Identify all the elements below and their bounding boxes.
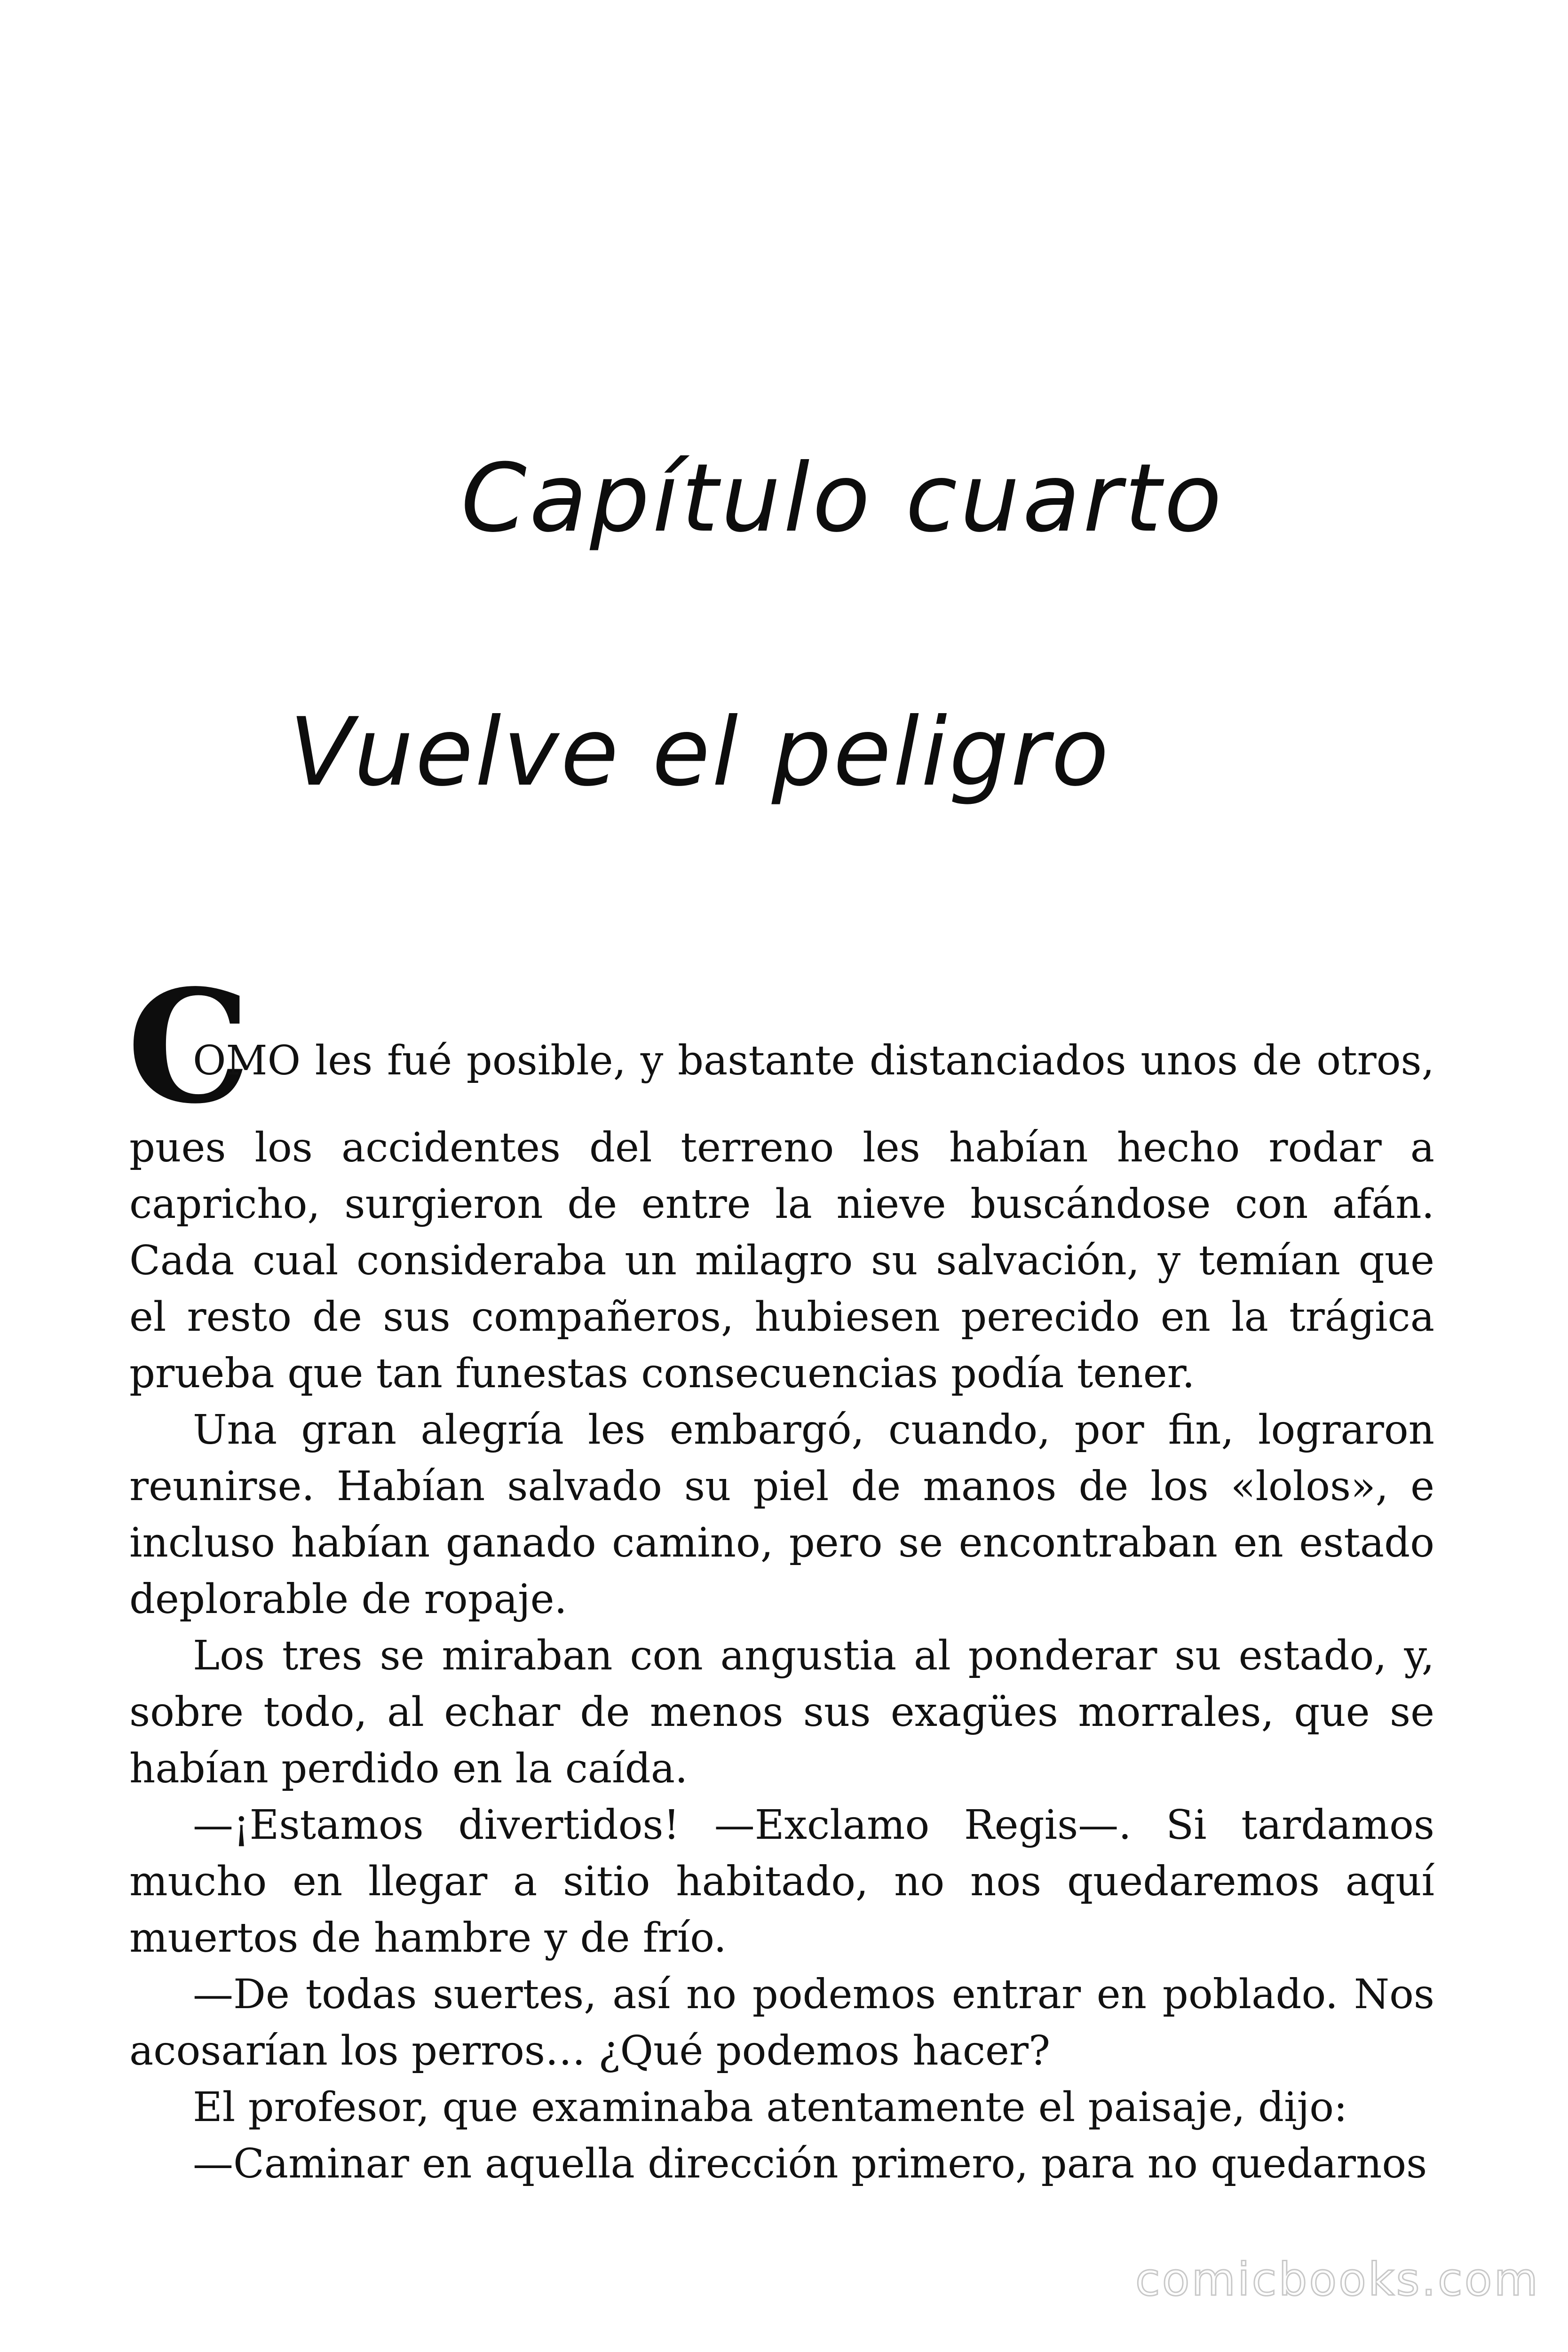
chapter-title: Vuelve el peligro [289,698,1111,807]
dialogue-paragraph: —Caminar en aquella dirección primero, para no quedarnos [193,2140,1427,2187]
paragraph: El profesor, que examinaba atentamente el paisaje, dijo: [193,2084,1347,2131]
first-line: OMO les fué posible, y bastante distanciados unos de otros, [193,1037,1434,1084]
chapter-label: Capítulo cuarto [461,444,1225,553]
paragraph: Los tres se miraban con angustia al ponderar su estado, y, sobre todo, al echar de menos sus exagües morrales, que se habían perdido en la caída. [129,1632,1434,1792]
dialogue-paragraph: —¡Estamos divertidos! —Exclamo Regis—. Si tardamos mucho en llegar a sitio habitado, no nos quedaremos aquí muertos de hambre y de frío. [129,1802,1434,1962]
paragraph: Una gran alegría les embargó, cuando, por fin, lograron reunirse. Habían salvado su piel de manos de los «lolos», e incluso habían ganado camino, pero se encontraban en estado deplorable de ropaje. [129,1406,1434,1623]
dialogue-paragraph: —De todas suertes, así no podemos entrar en poblado. Nos acosarían los perros… ¿Qué podemos hacer? [129,1971,1434,2074]
paragraph-continuation: pues los accidentes del terreno les habían hecho rodar a capricho, surgieron de entre la nieve buscándose con afán. Cada cual consideraba un milagro su salvación, y temían que el resto de sus compañeros, hubiesen perecido en la trágica prueba que tan funestas consecuencias podía tener. [129,1124,1434,1397]
body-text [129,1120,1434,2192]
drop-cap: C [127,955,251,1138]
watermark: comicbooks.com [1135,2253,1540,2306]
